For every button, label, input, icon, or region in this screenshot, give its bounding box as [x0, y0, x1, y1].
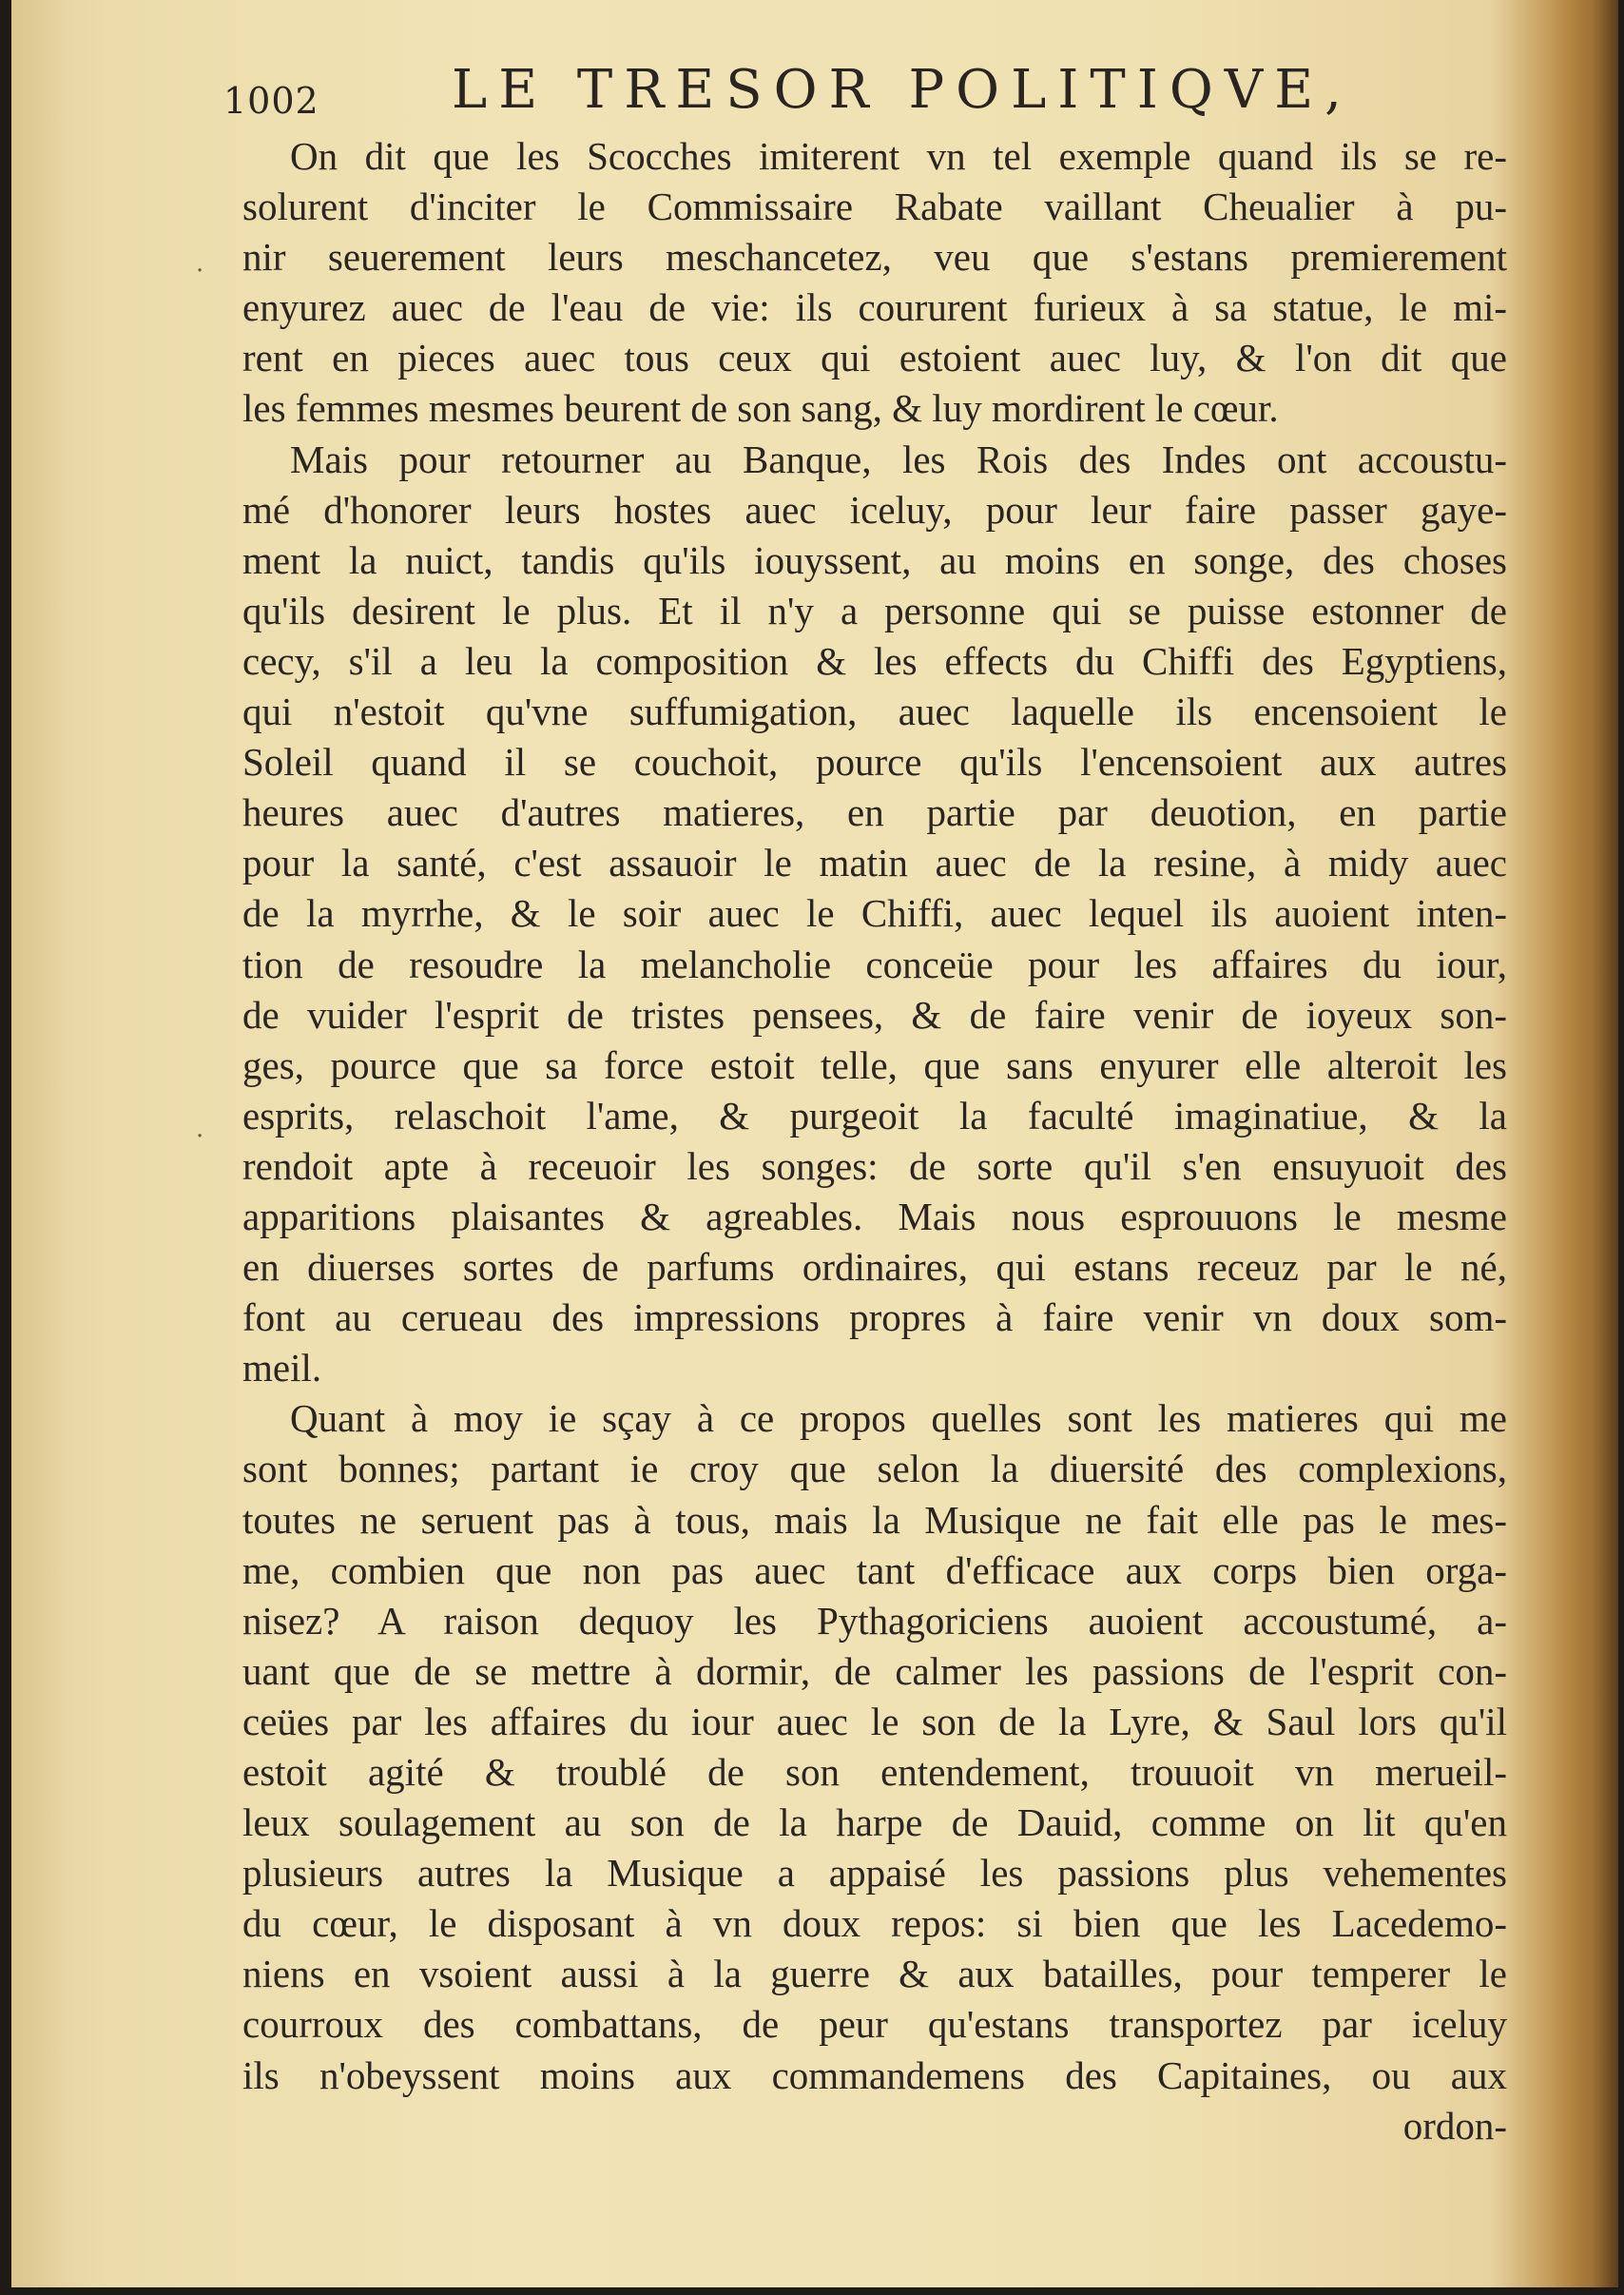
- text-line: Quant à moy ie sçay à ce propos quelles sont les matieres qui me: [290, 1396, 1507, 1441]
- text-line: rent en pieces auec tous ceux qui estoient auec luy, & l'on dit que: [242, 336, 1507, 380]
- page-edge-shadow-right: [1552, 0, 1618, 2287]
- text-line: en diuerses sortes de parfums ordinaires, qui estans receuz par le né,: [242, 1245, 1507, 1290]
- text-line: rendoit apte à receuoir les songes: de sorte qu'il s'en ensuyuoit des: [242, 1143, 1507, 1188]
- text-line: estoit agité & troublé de son entendement, trouuoit vn merueil-: [242, 1750, 1507, 1794]
- margin-mark: ·: [196, 1122, 204, 1151]
- text-line: du cœur, le disposant à vn doux repos: si bien que les Lacedemo-: [242, 1901, 1507, 1946]
- text-line: mé d'honorer leurs hostes auec iceluy, pour leur faire passer gaye-: [242, 487, 1507, 532]
- margin-mark: ·: [196, 257, 204, 285]
- text-line: nir seuerement leurs meschancetez, veu que s'estans premierement: [242, 235, 1507, 280]
- text-line: sont bonnes; partant ie croy que selon la diuersité des complexions,: [242, 1447, 1507, 1491]
- text-line: Mais pour retourner au Banque, les Rois des Indes ont accoustu-: [290, 437, 1507, 481]
- text-line: solurent d'inciter le Commissaire Rabate vaillant Cheualier à pu-: [242, 185, 1507, 229]
- text-line: ceües par les affaires du iour auec le son de la Lyre, & Saul lors qu'il: [242, 1699, 1507, 1743]
- text-line: meil.: [242, 1346, 322, 1391]
- text-line: ment la nuict, tandis qu'ils iouyssent, au moins en songe, des choses: [242, 537, 1507, 582]
- text-line: Soleil quand il se couchoit, pource qu'ils l'encensoient aux autres: [242, 740, 1507, 785]
- text-line: nisez? A raison dequoy les Pythagoriciens auoient accoustumé, a-: [242, 1598, 1507, 1643]
- text-line: les femmes mesmes beurent de son sang, & luy mordirent le cœur.: [242, 386, 1279, 431]
- text-line: ils n'obeyssent moins aux commandemens des Capitaines, ou aux: [242, 2052, 1507, 2097]
- page-number: 1002: [223, 80, 319, 122]
- text-line: On dit que les Scocches imiterent vn tel exemple quand ils se re-: [290, 134, 1507, 178]
- text-line: me, combien que non pas auec tant d'efficace aux corps bien orga-: [242, 1547, 1507, 1592]
- text-line: plusieurs autres la Musique a appaisé les passions plus vehementes: [242, 1851, 1507, 1896]
- text-line: cecy, s'il a leu la composition & les effects du Chiffi des Egyptiens,: [242, 638, 1507, 683]
- page-edge-shadow-left: [11, 0, 68, 2287]
- text-line: enyurez auec de l'eau de vie: ils coururent furieux à sa statue, le mi-: [242, 285, 1507, 330]
- text-line: font au cerueau des impressions propres à faire venir vn doux som-: [242, 1295, 1507, 1340]
- text-line: de la myrrhe, & le soir auec le Chiffi, auec lequel ils auoient inten-: [242, 891, 1507, 936]
- text-line: leux soulagement au son de la harpe de Dauid, comme on lit qu'en: [242, 1800, 1507, 1845]
- text-line: qui n'estoit qu'vne suffumigation, auec laquelle ils encensoient le: [242, 690, 1507, 734]
- text-line: heures auec d'autres matieres, en partie par deuotion, en partie: [242, 790, 1507, 835]
- page-header: [223, 59, 1488, 135]
- running-title: LE TRESOR POLITIQVE,: [452, 59, 1353, 121]
- text-line: pour la santé, c'est assauoir le matin auec de la resine, à midy auec: [242, 841, 1507, 885]
- body-text: [242, 131, 1507, 2151]
- text-line: courroux des combattans, de peur qu'estans transportez par iceluy: [242, 2002, 1507, 2047]
- book-page: [11, 0, 1618, 2287]
- text-line: qu'ils desirent le plus. Et il n'y a personne qui se puisse estonner de: [242, 588, 1507, 632]
- catchword: ordon-: [1402, 2103, 1507, 2148]
- text-line: uant que de se mettre à dormir, de calmer les passions de l'esprit con-: [242, 1648, 1507, 1693]
- text-line: de vuider l'esprit de tristes pensees, & de faire venir de ioyeux son-: [242, 992, 1507, 1037]
- text-line: niens en vsoient aussi à la guerre & aux batailles, pour temperer le: [242, 1952, 1507, 1996]
- text-line: tion de resoudre la melancholie conceüe pour les affaires du iour,: [242, 942, 1507, 986]
- text-line: apparitions plaisantes & agreables. Mais nous esprouuons le mesme: [242, 1194, 1507, 1238]
- text-line: ges, pource que sa force estoit telle, que sans enyurer elle alteroit les: [242, 1042, 1507, 1087]
- text-line: toutes ne seruent pas à tous, mais la Musique ne fait elle pas le mes-: [242, 1497, 1507, 1542]
- text-line: esprits, relaschoit l'ame, & purgeoit la faculté imaginatiue, & la: [242, 1093, 1507, 1138]
